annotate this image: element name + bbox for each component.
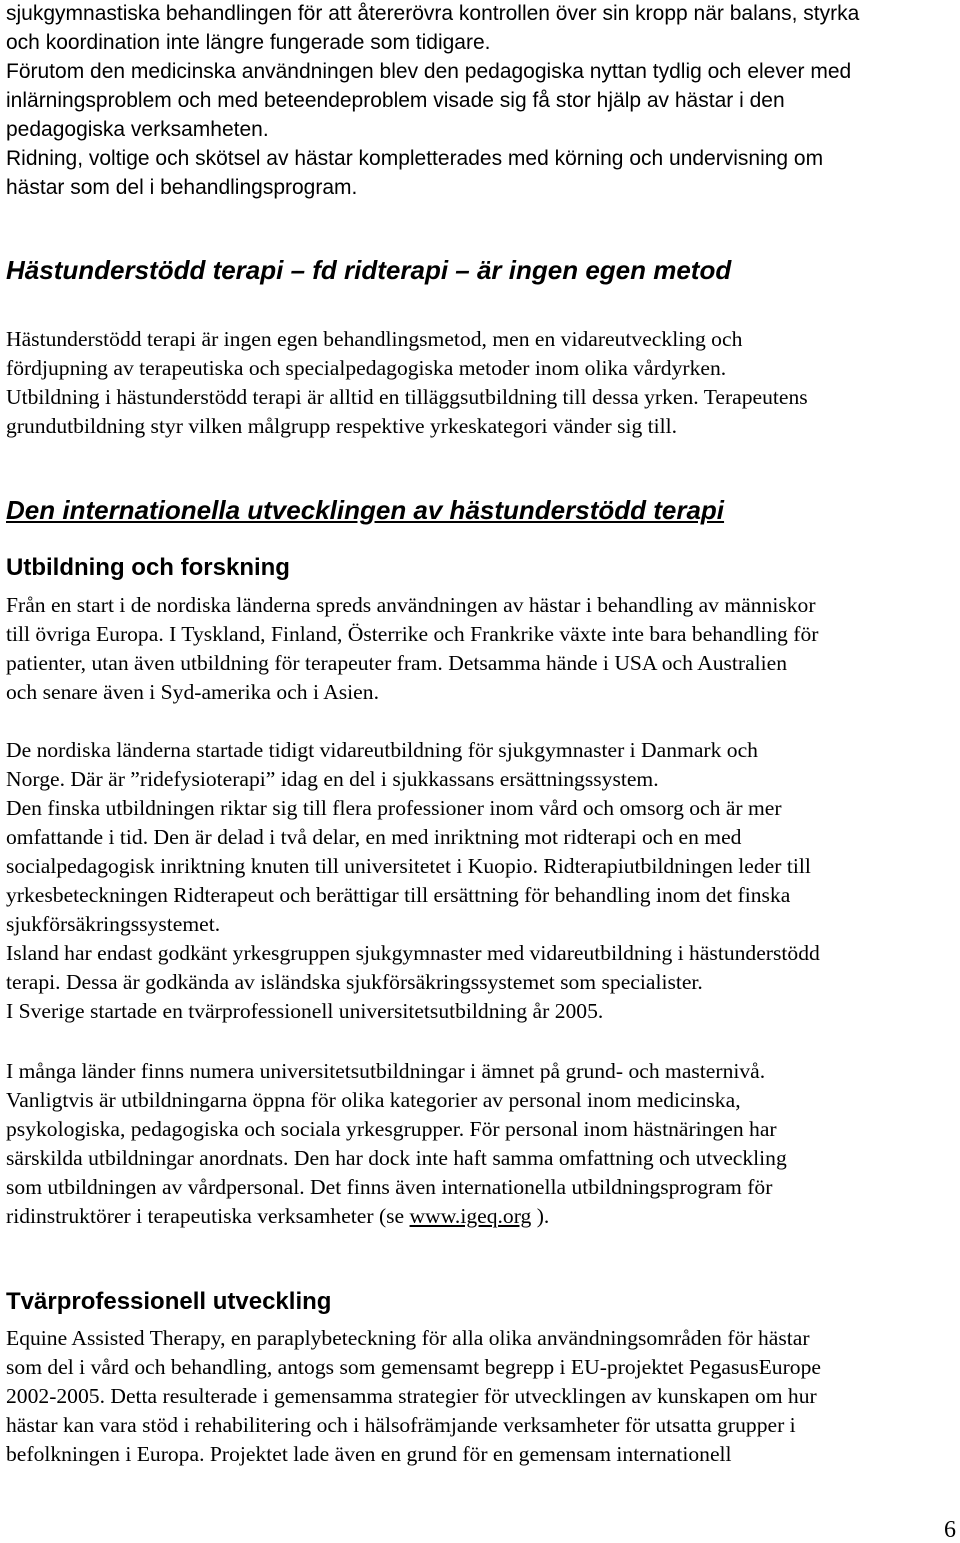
igeq-link[interactable]: www.igeq.org: [409, 1204, 532, 1228]
text-line: särskilda utbildningar anordnats. Den har dock inte haft samma omfattning och utveckling: [6, 1146, 787, 1170]
text-line: fördjupning av terapeutiska och specialpedagogiska metoder inom olika vårdyrken.: [6, 356, 727, 380]
text-line: [6, 1202, 960, 1231]
text-segment: ridinstruktörer i terapeutiska verksamheter (se: [6, 1204, 410, 1228]
subheading-cross-professional: Tvärprofessionell utveckling: [6, 1288, 332, 1315]
text-line: Ridning, voltige och skötsel av hästar kompletterades med körning och undervisning om: [6, 147, 824, 170]
text-line: Norge. Där är ”ridefysioterapi” idag en del i sjukkassans ersättningssystem.: [6, 767, 659, 791]
text-line: socialpedagogisk inriktning knuten till universitetet i Kuopio. Ridterapiutbildningen leder till: [6, 854, 811, 878]
text-line: terapi. Dessa är godkända av isländska sjukförsäkringssystemet som specialister.: [6, 970, 703, 994]
text-line: hästar kan vara stöd i rehabilitering och i hälsofrämjande verksamheter för utsatta grupper i: [6, 1413, 796, 1437]
text-line: och koordination inte längre fungerade som tidigare.: [6, 31, 491, 54]
subheading-education-research: Utbildning och forskning: [6, 554, 290, 581]
intro-paragraph: [6, 0, 960, 202]
international-paragraph-3: [6, 1057, 960, 1231]
text-line: I Sverige startade en tvärprofessionell universitetsutbildning år 2005.: [6, 999, 604, 1023]
text-line: sjukgymnastiska behandlingen för att återerövra kontrollen över sin kropp när balans, styrka: [6, 2, 860, 25]
text-line: Equine Assisted Therapy, en paraplybeteckning för alla olika användningsområden för hästar: [6, 1326, 810, 1350]
text-line: 2002-2005. Detta resulterade i gemensamma strategier för utvecklingen av kunskapen om hur: [6, 1384, 817, 1408]
text-line: patienter, utan även utbildning för terapeuter fram. Detsamma hände i USA och Australien: [6, 651, 788, 675]
text-line: som utbildningen av vårdpersonal. Det finns även internationella utbildningsprogram för: [6, 1175, 773, 1199]
text-line: till övriga Europa. I Tyskland, Finland, Österrike och Frankrike växte inte bara behandling för: [6, 622, 819, 646]
method-paragraph: [6, 325, 960, 441]
text-line: Från en start i de nordiska länderna spreds användningen av hästar i behandling av människor: [6, 593, 816, 617]
text-line: omfattande i tid. Den är delad i två delar, en med inriktning mot ridterapi och en med: [6, 825, 742, 849]
text-line: Förutom den medicinska användningen blev den pedagogiska nyttan tydlig och elever med: [6, 60, 852, 83]
text-line: Den finska utbildningen riktar sig till flera professioner inom vård och omsorg och är mer: [6, 796, 782, 820]
international-paragraph-1: [6, 591, 960, 707]
text-line: De nordiska länderna startade tidigt vidareutbildning för sjukgymnaster i Danmark och: [6, 738, 758, 762]
page-number: 6: [944, 1517, 956, 1543]
text-line: Vanligtvis är utbildningarna öppna för olika kategorier av personal inom medicinska,: [6, 1088, 741, 1112]
section-heading-method: Hästunderstödd terapi – fd ridterapi – är ingen egen metod: [6, 255, 732, 285]
text-line: I många länder finns numera universitetsutbildningar i ämnet på grund- och masternivå.: [6, 1059, 766, 1083]
text-line: och senare även i Syd-amerika och i Asien.: [6, 680, 379, 704]
section-heading-international: Den internationella utvecklingen av hästunderstödd terapi: [6, 495, 725, 525]
text-line: Utbildning i hästunderstödd terapi är alltid en tilläggsutbildning till dessa yrken. Terapeutens: [6, 385, 808, 409]
text-line: hästar som del i behandlingsprogram.: [6, 176, 358, 199]
text-line: pedagogiska verksamheten.: [6, 118, 269, 141]
text-line: Island har endast godkänt yrkesgruppen sjukgymnaster med vidareutbildning i hästunderstödd: [6, 941, 820, 965]
text-line: befolkningen i Europa. Projektet lade även en grund för en gemensam internationell: [6, 1442, 732, 1466]
cross-professional-paragraph: [6, 1324, 960, 1469]
text-segment: ).: [531, 1204, 550, 1228]
text-line: inlärningsproblem och med beteendeproblem visade sig få stor hjälp av hästar i den: [6, 89, 785, 112]
text-line: Hästunderstödd terapi är ingen egen behandlingsmetod, men en vidareutveckling och: [6, 327, 743, 351]
international-paragraph-2: [6, 736, 960, 1026]
text-line: sjukförsäkringssystemet.: [6, 912, 221, 936]
text-line: yrkesbeteckningen Ridterapeut och berättigar till ersättning för behandling inom det finska: [6, 883, 791, 907]
text-line: grundutbildning styr vilken målgrupp respektive yrkeskategori vänder sig till.: [6, 414, 678, 438]
text-line: som del i vård och behandling, antogs som gemensamt begrepp i EU-projektet PegasusEurope: [6, 1355, 821, 1379]
text-line: psykologiska, pedagogiska och sociala yrkesgrupper. För personal inom hästnäringen har: [6, 1117, 777, 1141]
